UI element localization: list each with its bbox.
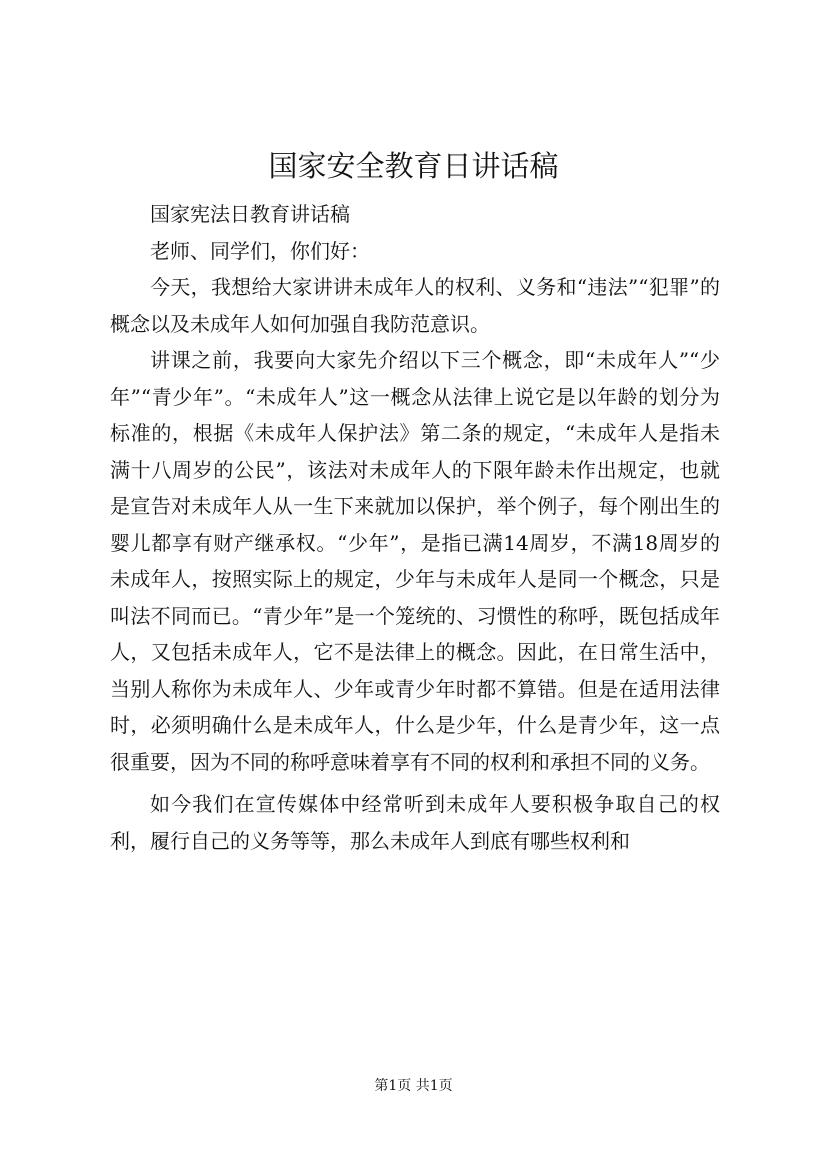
paragraph-intro: 今天，我想给大家讲讲未成年人的权利、义务和“违法”“犯罪”的概念以及未成年人如何加强自我防范意识。 [110,275,720,336]
document-title: 国家安全教育日讲话稿 [268,149,559,183]
page-footer: 第1页 共1页 [374,1078,453,1094]
paragraph-concepts: 讲课之前，我要向大家先介绍以下三个概念，即“未成年人”“少年”“青少年”。“未成年人”这一概念从法律上说它是以年龄的划分为标准的，根据《未成年人保护法》第二条的规定，“未成年人是指未满十八周岁的公民”，该法对未成年人的下限年龄未作出规定，也就是宣告对未成年人从一生下来就加以保护，举个例子，每个刚出生的婴儿都享有财产继承权。“少年”，是指已满14周岁，不满18周岁的未成年人，按照实际上的规定，少年与未成年人是同一个概念，只是叫法不同而已。“青少年”是一个笼统的、习惯性的称呼，既包括成年人，又包括未成年人，它不是法律上的概念。因此，在日常生活中，当别人称你为未成年人、少年或青少年时都不算错。但是在适用法律时，必须明确什么是未成年人，什么是少年，什么是青少年，这一点很重要，因为不同的称呼意味着享有不同的权利和承担不同的义务。 [110,348,720,774]
document-body [110,196,720,859]
document-subtitle: 国家宪法日教育讲话稿 [150,202,350,226]
greeting: 老师、同学们，你们好： [150,238,370,263]
paragraph-rights: 如今我们在宣传媒体中经常听到未成年人要积极争取自己的权利，履行自己的义务等等，那么未成年人到底有哪些权利和 [110,792,720,853]
